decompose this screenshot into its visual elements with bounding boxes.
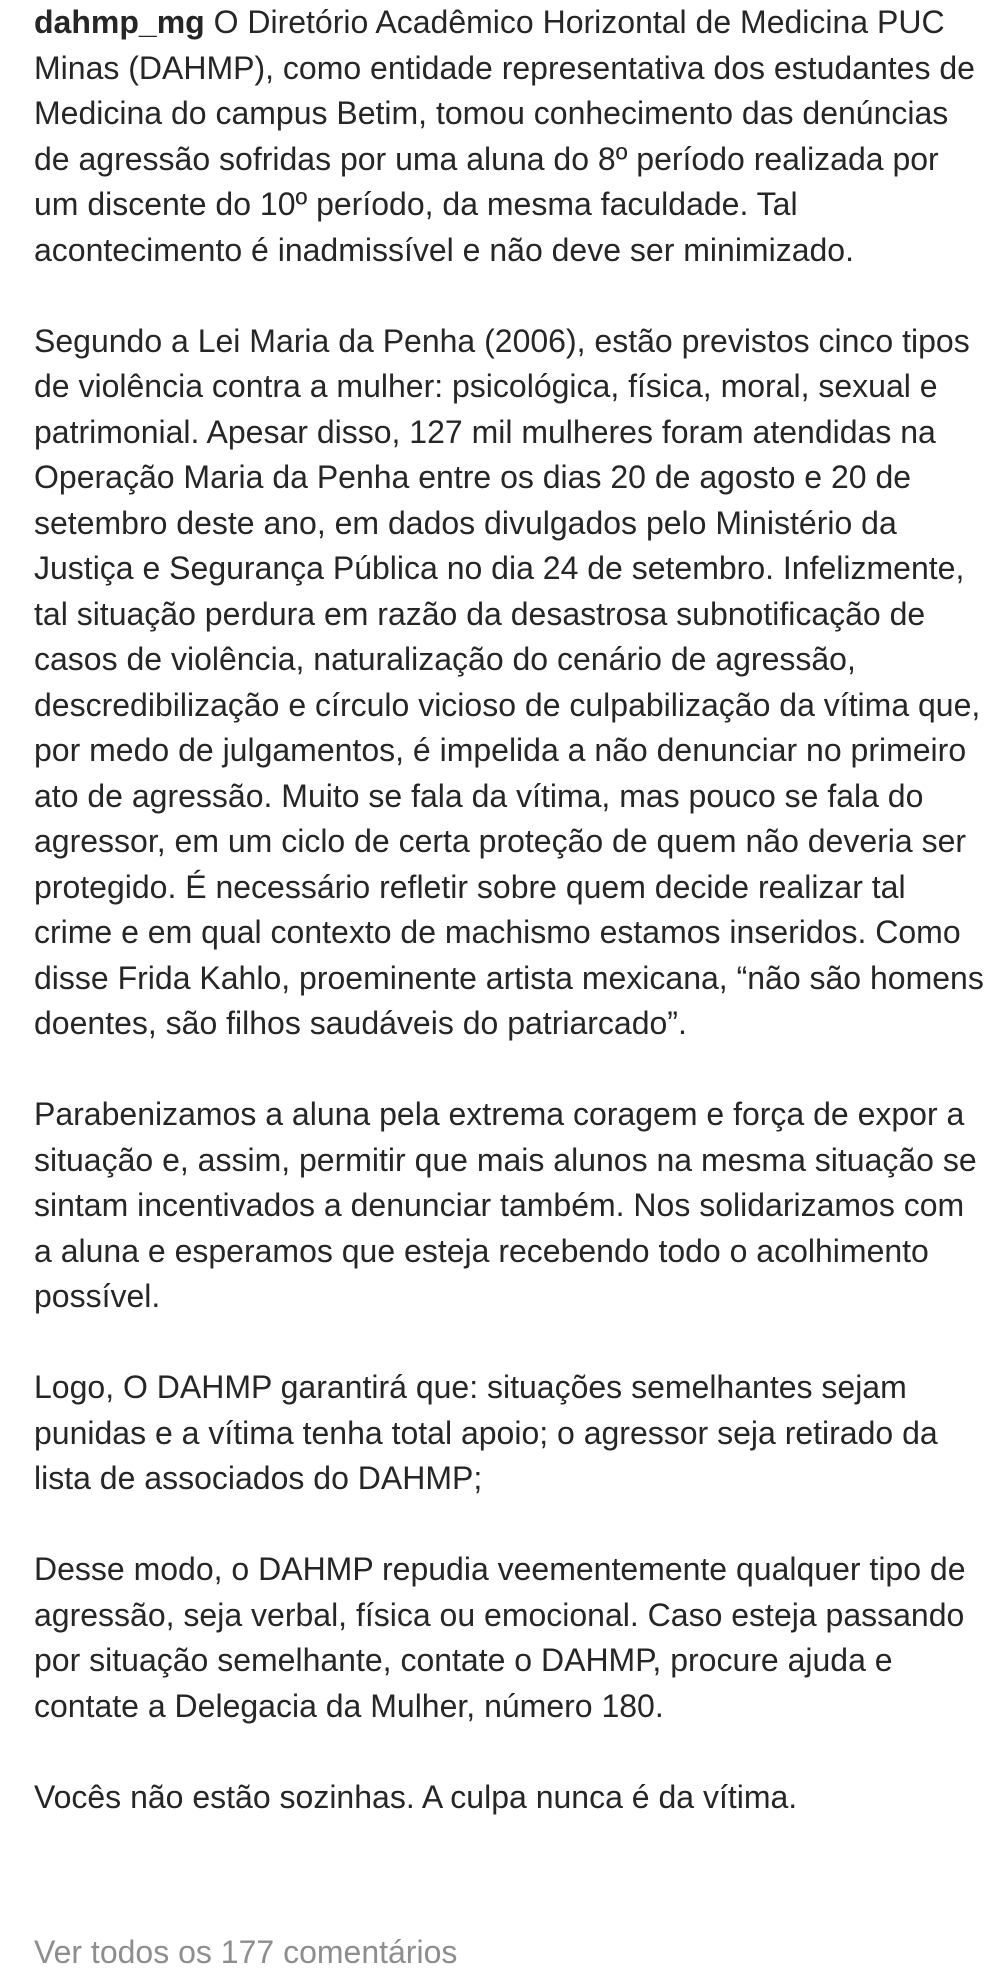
caption-paragraph-6: Vocês não estão sozinhas. A culpa nunca é da vítima.	[34, 1778, 798, 1815]
caption-paragraph-2: Segundo a Lei Maria da Penha (2006), estão previstos cinco tipos de violência contra a mulher: psicológica, física, moral, sexual e patrimonial. Apesar disso, 127 mil mulheres foram atendidas na Operação Maria da Penha entre os dias 20 de agosto e 20 de setembro deste ano, em dados divulgados pelo Ministério da Justiça e Segurança Pública no dia 24 de setembro. Infelizmente, tal situação perdura em razão da desastrosa subnotificação de casos de violência, naturalização do cenário de agressão, descredibilização e círculo vicioso de culpabilização da vítima que, por medo de julgamentos, é impelida a não denunciar no primeiro ato de agressão. Muito se fala da vítima, mas pouco se fala do agressor, em um ciclo de certa proteção de quem não deveria ser protegido. É necessário refletir sobre quem decide realizar tal crime e em qual contexto de machismo estamos inseridos. Como disse Frida Kahlo, proeminente artista mexicana, “não são homens doentes, são filhos saudáveis do patriarcado”.	[34, 322, 984, 1041]
username-link[interactable]: dahmp_mg	[34, 4, 205, 40]
post-caption	[34, 0, 984, 1820]
caption-paragraph-5: Desse modo, o DAHMP repudia veementemente qualquer tipo de agressão, seja verbal, física ou emocional. Caso esteja passando por situação semelhante, contate o DAHMP, procure ajuda e contate a Delegacia da Mulher, número 180.	[34, 1551, 966, 1724]
caption-paragraph-4: Logo, O DAHMP garantirá que: situações semelhantes sejam punidas e a vítima tenha total apoio; o agressor seja retirado da lista de associados do DAHMP;	[34, 1369, 938, 1496]
view-all-comments-link[interactable]: Ver todos os 177 comentários	[34, 1934, 458, 1970]
caption-text-1: O Diretório Acadêmico Horizontal de Medicina PUC Minas (DAHMP), como entidade representativa dos estudantes de Medicina do campus Betim, tomou conhecimento das denúncias de agressão sofridas por uma aluna do 8º período realizada por um discente do 10º período, da mesma faculdade. Tal acontecimento é inadmissível e não deve ser minimizado.	[34, 4, 975, 268]
caption-paragraph-3: Parabenizamos a aluna pela extrema coragem e força de expor a situação e, assim, permitir que mais alunos na mesma situação se sintam incentivados a denunciar também. Nos solidarizamos com a aluna e esperamos que esteja recebendo todo o acolhimento possível.	[34, 1096, 977, 1314]
caption-paragraph-1	[34, 0, 984, 273]
